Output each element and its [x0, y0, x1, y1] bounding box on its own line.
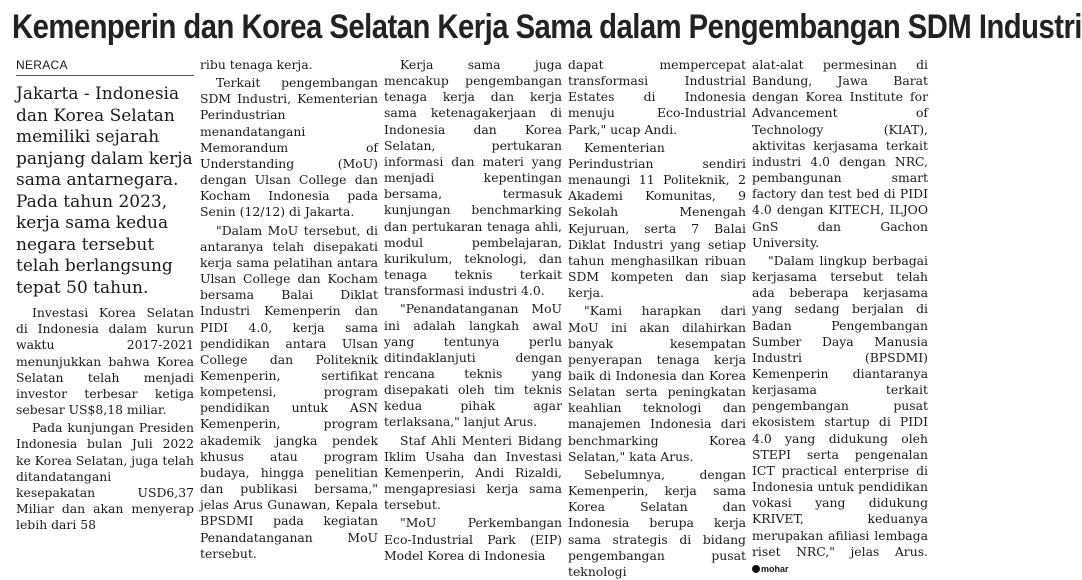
article-column-1 — [16, 57, 194, 533]
author-signature — [752, 564, 789, 574]
signature-dot-icon — [752, 565, 760, 573]
body-paragraph: dapat mempercepat transformasi Industrial Estates di Indonesia menuju Eco-Industrial Park," ucap Andi. — [568, 57, 746, 137]
article-column-2 — [200, 57, 378, 561]
article-column-5 — [752, 57, 928, 574]
closing-quote-text: "Dalam lingkup berbagai kerjasama tersebut telah ada beberapa kerjasama yang sedang berjalan di Badan Pengembangan Sumber Daya Manusia Industri (BPSDMI) Kemenperin diantaranya kerjasama terkait pengembangan pusat ekosistem startup di PIDI 4.0 yang didukung oleh STEPI serta pengenalan ICT practical enterprise di Indonesia untuk pendidikan vokasi yang didukung KRIVET, keduanya merupakan afiliasi lembaga riset NRC," jelas Arus. — [752, 252, 928, 559]
body-paragraph: Sebelumnya, dengan Kemenperin, kerja sama Korea Selatan dan Indonesia berupa kerja sama strategis di bidang pengembangan pusat teknologi — [568, 466, 746, 579]
body-paragraph: "Penandatanganan MoU ini adalah langkah awal yang tentunya perlu ditindaklanjuti dengan rencana teknis yang disepakati oleh tim teknis kedua pihak agar terlaksana," lanjut Arus. — [384, 301, 562, 430]
body-paragraph: "Kami harapkan dari MoU ini akan dilahirkan banyak kesempatan penyerapan tenaga kerja baik di Indonesia dan Korea Selatan serta peningkatan keahlian teknologi dan manajemen Indonesia dari benchmarking Korea Selatan," kata Arus. — [568, 303, 746, 464]
body-paragraph: Pada kunjungan Presiden Indonesia bulan Juli 2022 ke Korea Selatan, juga telah ditandatangani kesepakatan USD6,37 Miliar dan akan menyerap lebih dari 58 — [16, 420, 194, 533]
body-paragraph: "MoU Perkembangan Eco-Industrial Park (EIP) Model Korea di Indonesia — [384, 515, 562, 563]
author-signature-text: mohar — [761, 563, 789, 574]
body-paragraph: Kementerian Perindustrian sendiri menaungi 11 Politeknik, 2 Akademi Komunitas, 9 Sekolah Menengah Kejuruan, serta 7 Balai Diklat Industri yang setiap tahun menghasilkan ribuan SDM kompeten dan siap kerja. — [568, 139, 746, 301]
article-headline: Kemenperin dan Korea Selatan Kerja Sama dalam Pengembangan SDM Industri — [12, 8, 1082, 46]
body-paragraph: Investasi Korea Selatan di Indonesia dalam kurun waktu 2017-2021 menunjukkan bahwa Korea Selatan telah menjadi investor terbesar ketiga sebesar US$8,18 miliar. — [16, 305, 194, 418]
body-paragraph — [752, 253, 928, 577]
body-paragraph: ribu tenaga kerja. — [200, 57, 313, 72]
body-paragraph: Terkait pengembangan SDM Industri, Kementerian Perindustrian menandatangani Memorandum of Understanding (MoU) dengan Ulsan College dan Kocham Indonesia pada Senin (12/12) di Jakarta. — [200, 75, 378, 220]
source-label: NERACA — [16, 57, 194, 76]
body-paragraph: Kerja sama juga mencakup pengembangan tenaga kerja dan kerja sama ketenagakerjaan di Indonesia dan Korea Selatan, pertukaran informasi dan materi yang menjadi kepentingan bersama, termasuk kunjungan benchmarking dan pertukaran tenaga ahli, modul pembelajaran, kurikulum, teknologi, dan tenaga teknis terkait transformasi industri 4.0. — [384, 57, 562, 299]
body-paragraph: "Dalam MoU tersebut, di antaranya telah disepakati kerja sama pelatihan antara Ulsan College dan Kocham bersama Balai Diklat Industri Kemenperin dan PIDI 4.0, kerja sama pendidikan antara Ulsan College dan Politeknik Kemenperin, sertifikat kompetensi, program pendidikan untuk ASN Kemenperin, program akademik jangka pendek khusus atau program budaya, hingga penelitian dan publikasi bersama," jelas Arus Gunawan, Kepala BPSDMI pada kegiatan Penandatanganan MoU tersebut. — [200, 222, 378, 561]
article-column-4 — [568, 57, 746, 579]
article-column-3 — [384, 57, 562, 563]
body-paragraph: alat-alat permesinan di Bandung, Jawa Barat dengan Korea Institute for Advancement of Technology (KIAT), aktivitas kerjasama terkait industri 4.0 dengan NRC, pembangunan smart factory dan test bed di PIDI 4.0 dengan KITECH, ILJOO GnS dan Gachon University. — [752, 57, 928, 250]
body-paragraph: Staf Ahli Menteri Bidang Iklim Usaha dan Investasi Kemenperin, Andi Rizaldi, mengapresiasi kerja sama tersebut. — [384, 432, 562, 513]
lead-paragraph: Jakarta - Indonesia dan Korea Selatan memiliki sejarah panjang dalam kerja sama antarnegara. Pada tahun 2023, kerja sama kedua negara tersebut telah berlangsung tepat 50 tahun. — [16, 84, 193, 298]
